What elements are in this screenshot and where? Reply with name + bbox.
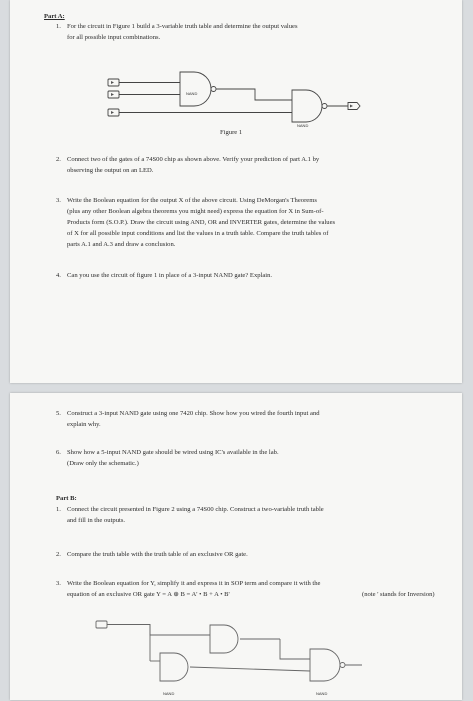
nand-gate-b: [160, 653, 188, 681]
question-text: and fill in the outputs.: [67, 517, 126, 524]
gate-label: NAND: [186, 91, 198, 96]
question-text: observing the output on an LED.: [67, 167, 154, 174]
question-number: 4.: [56, 272, 61, 279]
question-text: of X for all possible input conditions and list the values in a truth table. Compare the truth tables of: [67, 230, 329, 237]
document-page-2: [10, 393, 462, 700]
figure-caption: Figure 1: [220, 129, 243, 136]
inverter-bubble: [211, 87, 216, 92]
document-page-1: [10, 0, 462, 383]
question-text: For the circuit in Figure 1 build a 3-variable truth table and determine the output values: [67, 23, 298, 30]
question-number: 2.: [56, 551, 61, 558]
part-b-heading: Part B:: [56, 495, 77, 502]
gate-label: NAND: [297, 123, 309, 128]
figure-2-circuit-diagram: [10, 621, 462, 701]
note-text: (note ' stands for Inversion): [362, 591, 435, 598]
part-a-heading: Part A:: [44, 13, 65, 20]
question-text: Write the Boolean equation for Y, simplify it and express it in SOP term and compare it with the: [67, 580, 321, 587]
input-pin: [96, 621, 107, 628]
question-text: Show how a 5-input NAND gate should be wired using IC's available in the lab.: [67, 449, 279, 456]
question-number: 3.: [56, 197, 61, 204]
question-number: 6.: [56, 449, 61, 456]
nand-gate-2: [292, 90, 322, 122]
question-number: 1.: [56, 506, 61, 513]
question-text: for all possible input combinations.: [67, 34, 161, 41]
nand-gate-1: [180, 72, 211, 106]
output-pin: [348, 103, 360, 110]
gate-label: NAND: [163, 691, 175, 696]
question-text: Construct a 3-input NAND gate using one 7420 chip. Show how you wired the fourth input and: [67, 410, 320, 417]
question-text: Compare the truth table with the truth table of an exclusive OR gate.: [67, 551, 248, 558]
question-text: parts A.1 and A.3 and draw a conclusion.: [67, 241, 176, 248]
nand-gate-c: [310, 649, 340, 681]
question-text: explain why.: [67, 421, 101, 428]
question-number: 3.: [56, 580, 61, 587]
nand-gate-a: [210, 625, 238, 653]
question-text: Connect the circuit presented in Figure 2 using a 74S00 chip. Construct a two-variable truth table: [67, 506, 324, 513]
question-number: 2.: [56, 156, 61, 163]
question-text: equation of an exclusive OR gate Y = A ⊕ B = A' • B + A • B': [67, 591, 230, 598]
gate-label: NAND: [316, 691, 328, 696]
question-text: (Draw only the schematic.): [67, 460, 139, 467]
question-text: Connect two of the gates of a 74S00 chip as shown above. Verify your prediction of part A.1 by: [67, 156, 320, 163]
question-text: Products form (S.O.P.). Draw the circuit using AND, OR and INVERTER gates, determine the values: [67, 219, 336, 226]
question-number: 1.: [56, 23, 61, 30]
question-number: 5.: [56, 410, 61, 417]
question-text: Write the Boolean equation for the output X of the above circuit. Using DeMorgan's Theorems: [67, 197, 317, 204]
question-text: Can you use the circuit of figure 1 in place of a 3-input NAND gate? Explain.: [67, 272, 273, 279]
question-text: (plus any other Boolean algebra theorems you might need) express the equation for X in Sum-of-: [67, 208, 324, 215]
